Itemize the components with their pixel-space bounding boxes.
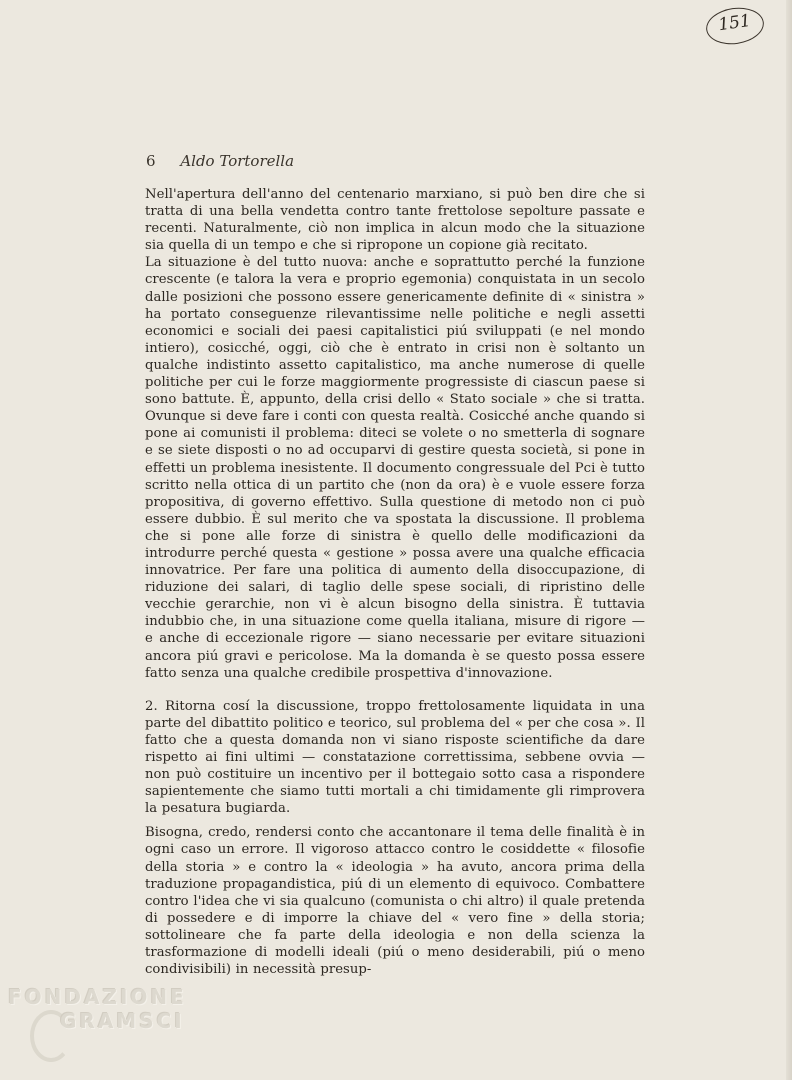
paragraph: 2. Ritorna cosí la discussione, troppo frettolosamente liquidata in una parte del dibattito politico e teorico, sul problema del « per che cosa ». Il fatto che a questa domanda non vi siano risposte scientifiche da dare rispetto ai fini ultimi — constatazione correttissima, sebbene ovvia — non può costituire un incentivo per il bottegaio sotto casa a rispondere sapientemente che siamo tutti mortali a chi timidamente gli rimprovera la pesatura bugiarda.: [145, 698, 645, 817]
stamp-number: 151: [717, 10, 753, 36]
body-text: [145, 186, 645, 978]
running-head: [146, 152, 294, 170]
paragraph: Bisogna, credo, rendersi conto che accantonare il tema delle finalità è in ogni caso un errore. Il vigoroso attacco contro le cosiddette « filosofie della storia » e contro la « ideologia » ha avuto, ancora prima della traduzione propagandistica, piú di un elemento di equivoco. Combattere contro l'idea che vi sia qualcuno (comunista o chi altro) il quale pretenda di possedere e di imporre la chiave del « vero fine » della storia; sottolineare che fa parte della ideologia e non della scienza la trasformazione di modelli ideali (piú o meno desiderabili, piú o meno condivisibili) in necessità presup-: [145, 825, 645, 978]
paragraph: La situazione è del tutto nuova: anche e soprattutto perché la funzione crescente (e talora la vera e proprio egemonia) conquistata in un secolo dalle posizioni che possono essere genericamente definite di « sinistra » ha portato conseguenze rilevantissime nelle politiche e negli assetti economici e sociali dei paesi capitalistici piú sviluppati (e nel mondo intiero), cosicché, oggi, ciò che è entrato in crisi non è soltanto un qualche indistinto assetto capitalistico, ma anche numerose di quelle politiche per cui le forze maggiormente progressiste di ciascun paese si sono battute. È, appunto, della crisi dello « Stato sociale » che si tratta. Ovunque si deve fare i conti con questa realtà. Cosicché anche quando si pone ai comunisti il problema: diteci se volete o no smetterla di sognare e se siete disposti o no ad occuparvi di gestire questa società, si pone in effetti un problema inesistente. Il documento congressuale del Pci è tutto scritto nella ottica di un partito che (non da ora) è e vuole essere forza propositiva, di governo effettivo. Sulla questione di metodo non ci può essere dubbio. È sul merito che va spostata la discussione. Il problema che si pone alle forze di sinistra è quello delle modificazioni da introdurre perché questa « gestione » possa avere una qualche efficacia innovatrice. Per fare una politica di aumento della disoccupazione, di riduzione dei salari, di taglio delle spese sociali, di ripristino delle vecchie gerarchie, non vi è alcun bisogno della sinistra. È tuttavia indubbio che, in una situazione come quella italiana, misure di rigore — e anche di eccezionale rigore — siano necessarie per evitare situazioni ancora piú gravi e pericolose. Ma la domanda è se questo possa essere fatto senza una qualche credibile prospettiva d'innovazione.: [145, 255, 645, 681]
watermark-line-2: GRAMSCI: [60, 1009, 185, 1033]
watermark-line-1: FONDAZIONE: [8, 985, 187, 1009]
author-name: Aldo Tortorella: [180, 152, 295, 170]
page-edge: [786, 0, 792, 1080]
paragraph: Nell'apertura dell'anno del centenario marxiano, si può ben dire che si tratta di una bella vendetta contro tante frettolose sepolture passate e recenti. Naturalmente, ciò non implica in alcun modo che la situazione sia quella di un tempo e che si ripropone un copione già recitato.: [145, 187, 645, 254]
watermark: [8, 985, 187, 1033]
page-number: 6: [146, 152, 156, 170]
page-number-stamp: [704, 4, 766, 48]
